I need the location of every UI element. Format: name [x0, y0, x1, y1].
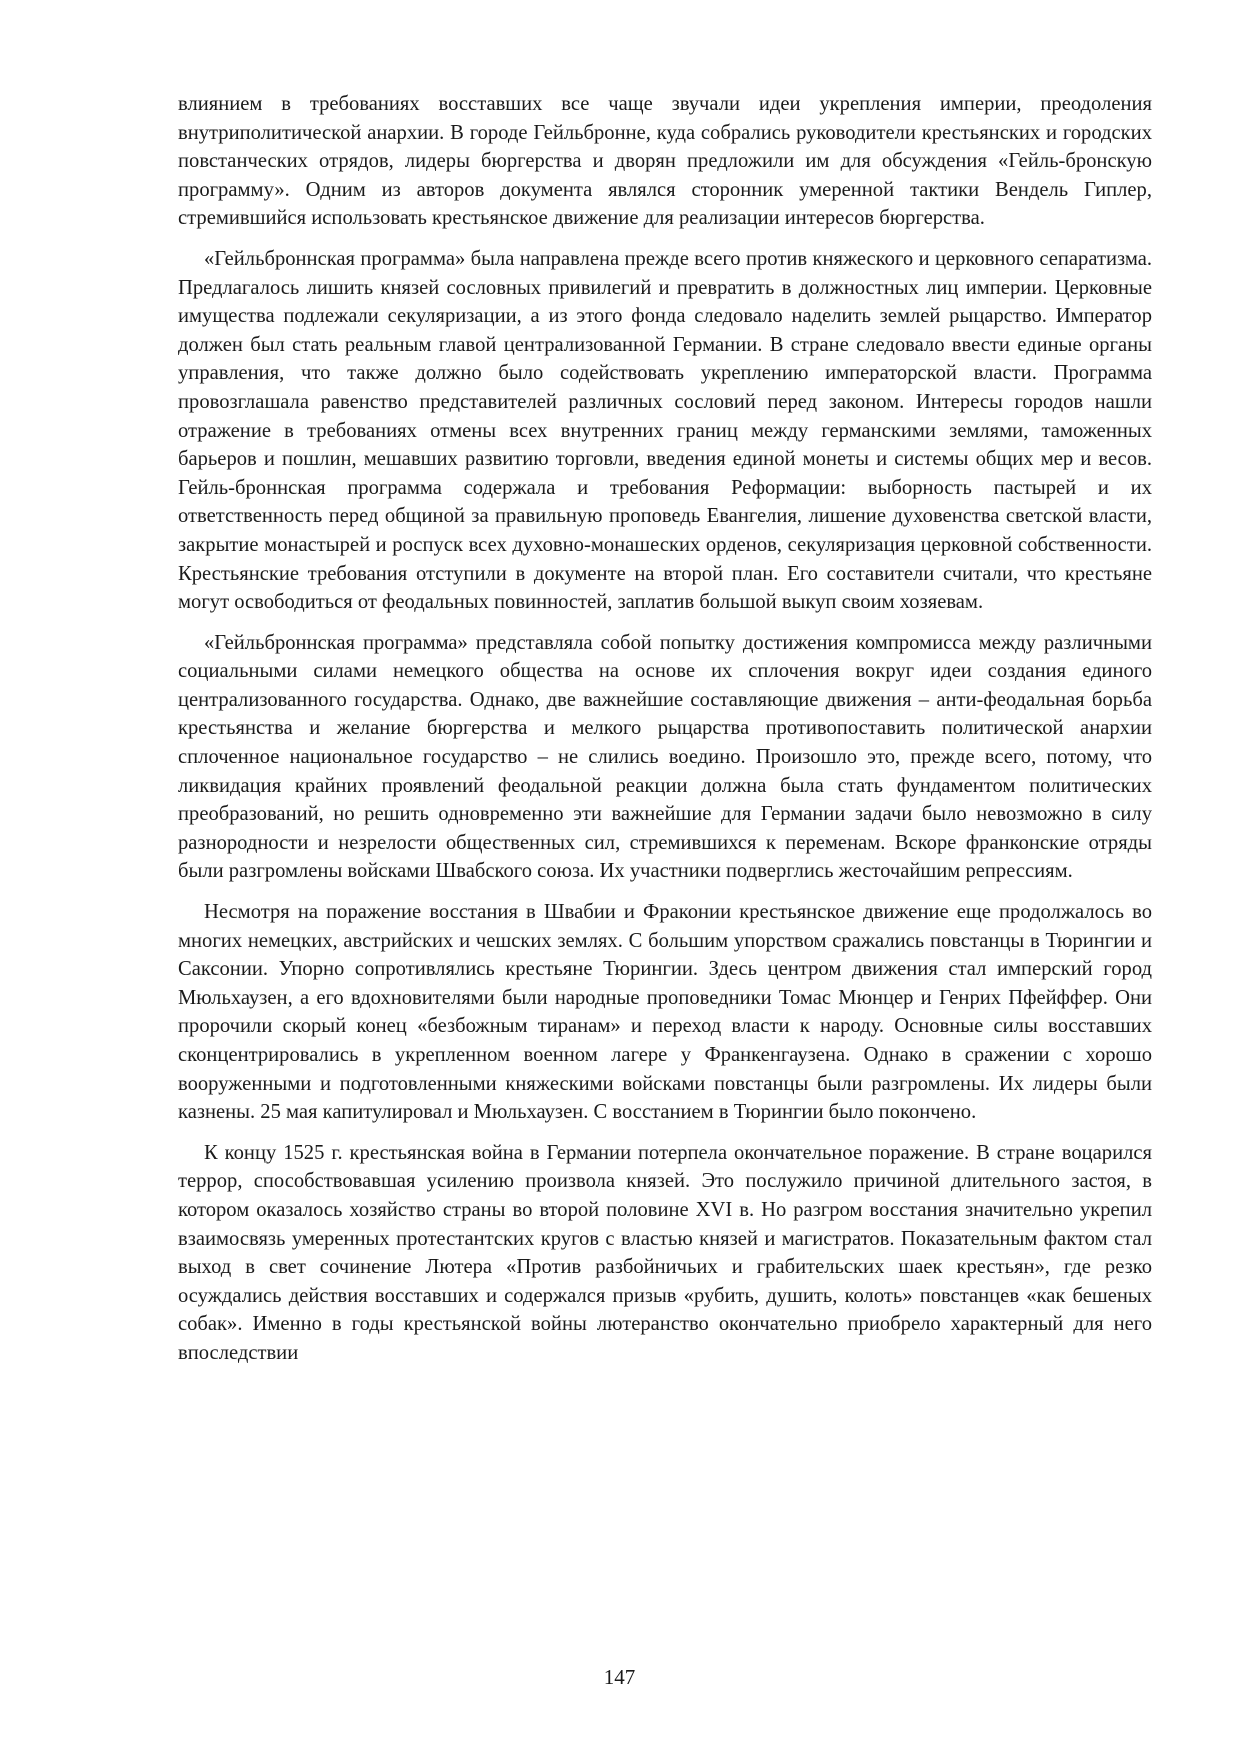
paragraph-5: К концу 1525 г. крестьянская война в Германии потерпела окончательное поражение. В стране воцарился террор, способствовавшая усилению произвола князей. Это послужило причиной длительного застоя, в котором оказалось хозяйство страны во второй половине XVI в. Но разгром восстания значительно укрепил взаимосвязь умеренных протестантских кругов с властью князей и магистратов. Показательным фактом стал выход в свет сочинение Лютера «Против разбойничьих и грабительских шаек крестьян», где резко осуждались действия восставших и содержался призыв «рубить, душить, колоть» повстанцев «как бешеных собак». Именно в годы крестьянской войны лютеранство окончательно приобрело характерный для него впоследствии	[178, 1141, 1152, 1364]
paragraph-2: «Гейльброннская программа» была направлена прежде всего против княжеского и церковного сепаратизма. Предлагалось лишить князей сословных привилегий и превратить в должностных лиц империи. Церковные имущества подлежали секуляризации, а из этого фонда следовало наделить землей рыцарство. Император должен был стать реальным главой централизованной Германии. В стране следовало ввести единые органы управления, что также должно было содействовать укреплению императорской власти. Программа провозглашала равенство представителей различных сословий перед законом. Интересы городов нашли отражение в требованиях отмены всех внутренних границ между германскими землями, таможенных барьеров и пошлин, мешавших развитию торговли, введения единой монеты и системы общих мер и весов. Гейль-броннская программа содержала и требования Реформации: выборность пастырей и их ответственность перед общиной за правильную проповедь Евангелия, лишение духовенства светской власти, закрытие монастырей и роспуск всех духовно-монашеских орденов, секуляризация церковной собственности. Крестьянские требования отступили в документе на второй план. Его составители считали, что крестьяне могут освободиться от феодальных повинностей, заплатив большой выкуп своим хозяевам.	[178, 247, 1152, 614]
paragraph-1: влиянием в требованиях восставших все чаще звучали идеи укрепления империи, преодоления внутриполитической анархии. В городе Гейльбронне, куда собрались руководители крестьянских и городских повстанческих отрядов, лидеры бюргерства и дворян предложили им для обсуждения «Гейль-бронскую программу». Одним из авторов документа являлся сторонник умеренной тактики Вендель Гиплер, стремившийся использовать крестьянское движение для реализации интересов бюргерства.	[178, 93, 1152, 230]
page-number: 147	[603, 1665, 636, 1689]
paragraph-4: Несмотря на поражение восстания в Швабии и Фраконии крестьянское движение еще продолжалось во многих немецких, австрийских и чешских землях. С большим упорством сражались повстанцы в Тюрингии и Саксонии. Упорно сопротивлялись крестьяне Тюрингии. Здесь центром движения стал имперский город Мюльхаузен, а его вдохновителями были народные проповедники Томас Мюнцер и Генрих Пфейффер. Они пророчили скорый конец «безбожным тиранам» и переход власти к народу. Основные силы восставших сконцентрировались в укрепленном военном лагере у Франкенгаузена. Однако в сражении с хорошо вооруженными и подготовленными княжескими войсками повстанцы были разгромлены. Их лидеры были казнены. 25 мая капитулировал и Мюльхаузен. С восстанием в Тюрингии было покончено.	[178, 901, 1152, 1124]
paragraph-3: «Гейльброннская программа» представляла собой попытку достижения компромисса между различными социальными силами немецкого общества на основе их сплочения вокруг идеи создания единого централизованного государства. Однако, две важнейшие составляющие движения – анти-феодальная борьба крестьянства и желание бюргерства и мелкого рыцарства противопоставить политической анархии сплоченное национальное государство – не слились воедино. Произошло это, прежде всего, потому, что ликвидация крайних проявлений феодальной реакции должна была стать фундаментом политических преобразований, но решить одновременно эти важнейшие для Германии задачи было невозможно в силу разнородности и незрелости общественных сил, стремившихся к переменам. Вскоре франконские отряды были разгромлены войсками Швабского союза. Их участники подверглись жесточайшим репрессиям.	[178, 631, 1152, 883]
body-text	[178, 90, 1152, 1380]
